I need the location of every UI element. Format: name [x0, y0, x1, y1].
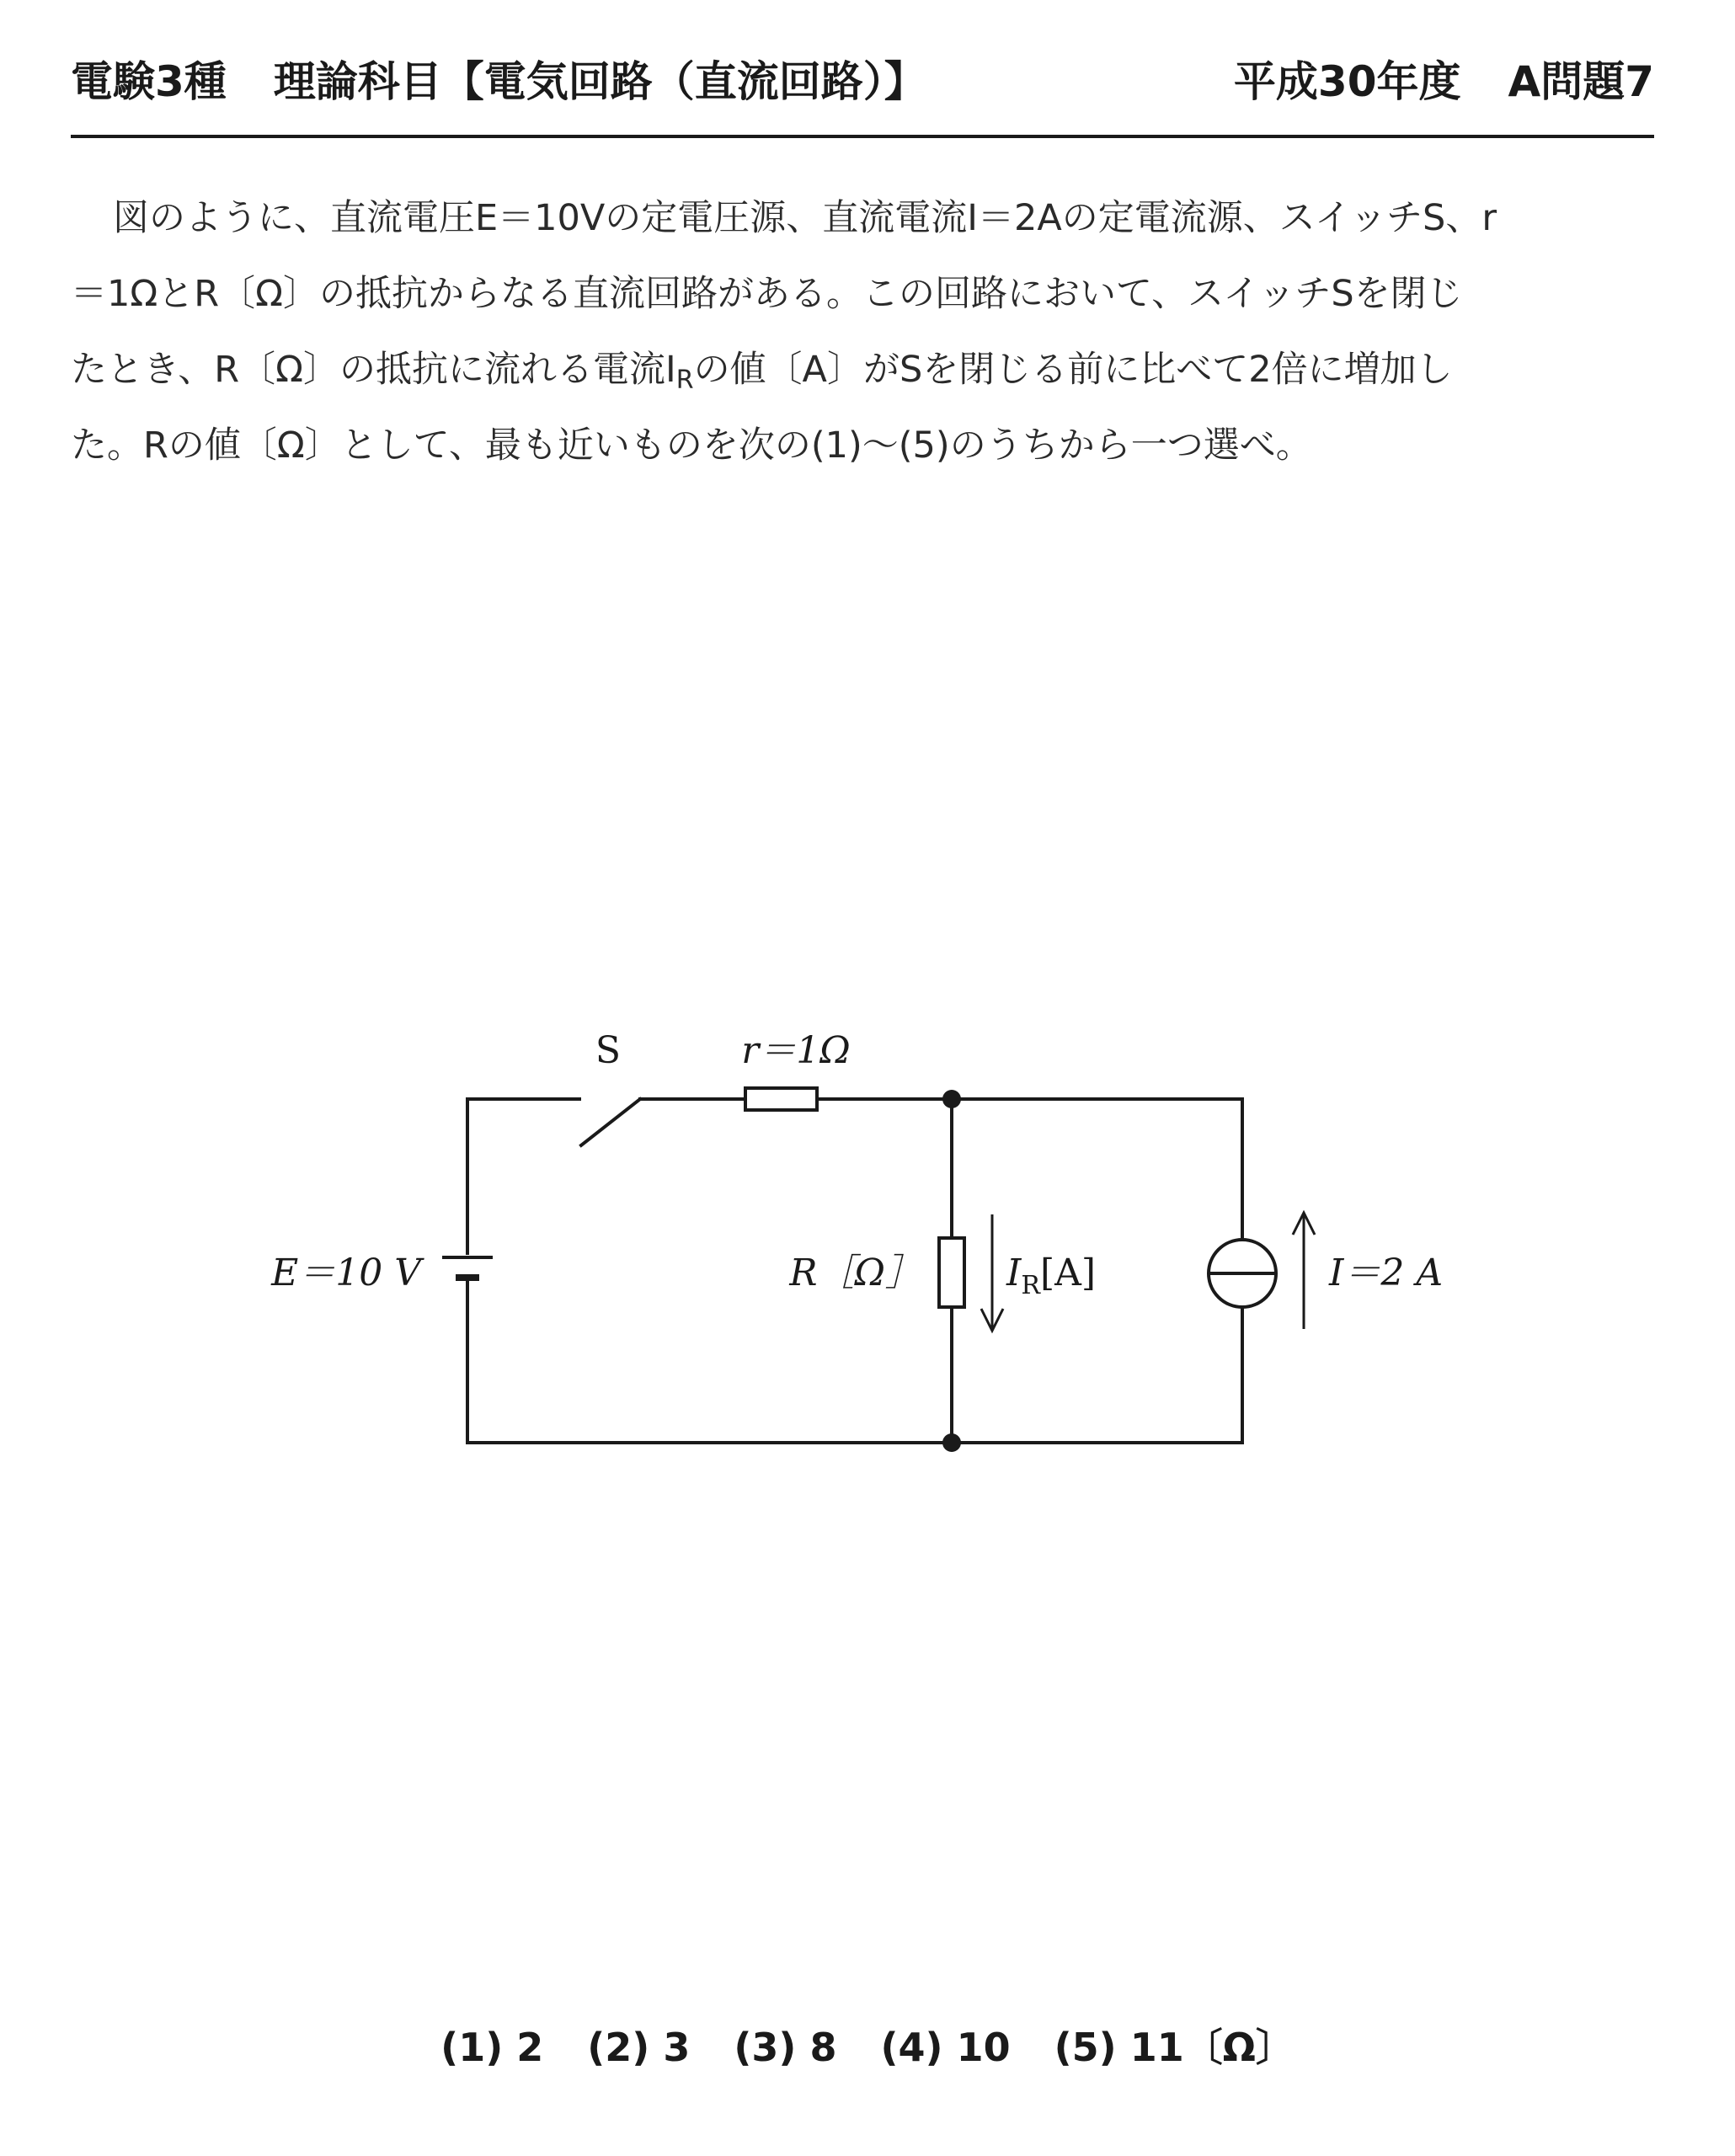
choice-3[interactable]: (3) 8	[734, 2025, 837, 2070]
r-label: r＝1Ω	[741, 1029, 851, 1072]
switch-label: S	[595, 1029, 622, 1072]
question-line-1: 図のように、直流電圧E＝10Vの定電圧源、直流電流I＝2Aの定電流源、スイッチS、r	[113, 197, 1497, 239]
resistor-R	[939, 1238, 964, 1307]
battery-symbol	[442, 1257, 493, 1278]
choice-4[interactable]: (4) 10	[880, 2025, 1011, 2070]
exam-year: 平成30年度	[1233, 57, 1461, 106]
IR-label: $I_R[A]$	[1006, 1251, 1097, 1300]
junction-top	[942, 1090, 961, 1108]
answer-choices	[0, 2018, 1735, 2077]
exam-title: 電験3種	[71, 57, 227, 106]
resistor-r	[745, 1088, 817, 1110]
question-line-3: たとき、R〔Ω〕の抵抗に流れる電流$I_R$の値〔A〕がSを閉じる前に比べて2倍に増加し	[71, 349, 1453, 395]
question-line-4: た。Rの値〔Ω〕として、最も近いものを次の(1)〜(5)のうちから一つ選べ。	[71, 424, 1312, 467]
choice-1[interactable]: (1) 2	[440, 2025, 544, 2070]
junction-bottom	[942, 1433, 961, 1452]
R-label: R［Ω］	[789, 1251, 922, 1294]
arrow-ir	[981, 1214, 1003, 1331]
arrow-i	[1293, 1213, 1315, 1329]
I-label: I＝2 A	[1329, 1251, 1444, 1294]
subject-title: 理論科目【電気回路（直流回路）】	[273, 57, 926, 106]
current-source-symbol	[1209, 1240, 1276, 1307]
switch-blade	[581, 1099, 640, 1145]
question-line-2: ＝1ΩとR〔Ω〕の抵抗からなる直流回路がある。この回路において、スイッチSを閉じ	[71, 273, 1463, 315]
source-label: E＝10 V	[271, 1251, 421, 1294]
problem-number: A問題7	[1508, 57, 1654, 106]
choice-5[interactable]: (5) 11〔Ω〕	[1054, 2025, 1295, 2070]
choice-2[interactable]: (2) 3	[587, 2025, 691, 2070]
